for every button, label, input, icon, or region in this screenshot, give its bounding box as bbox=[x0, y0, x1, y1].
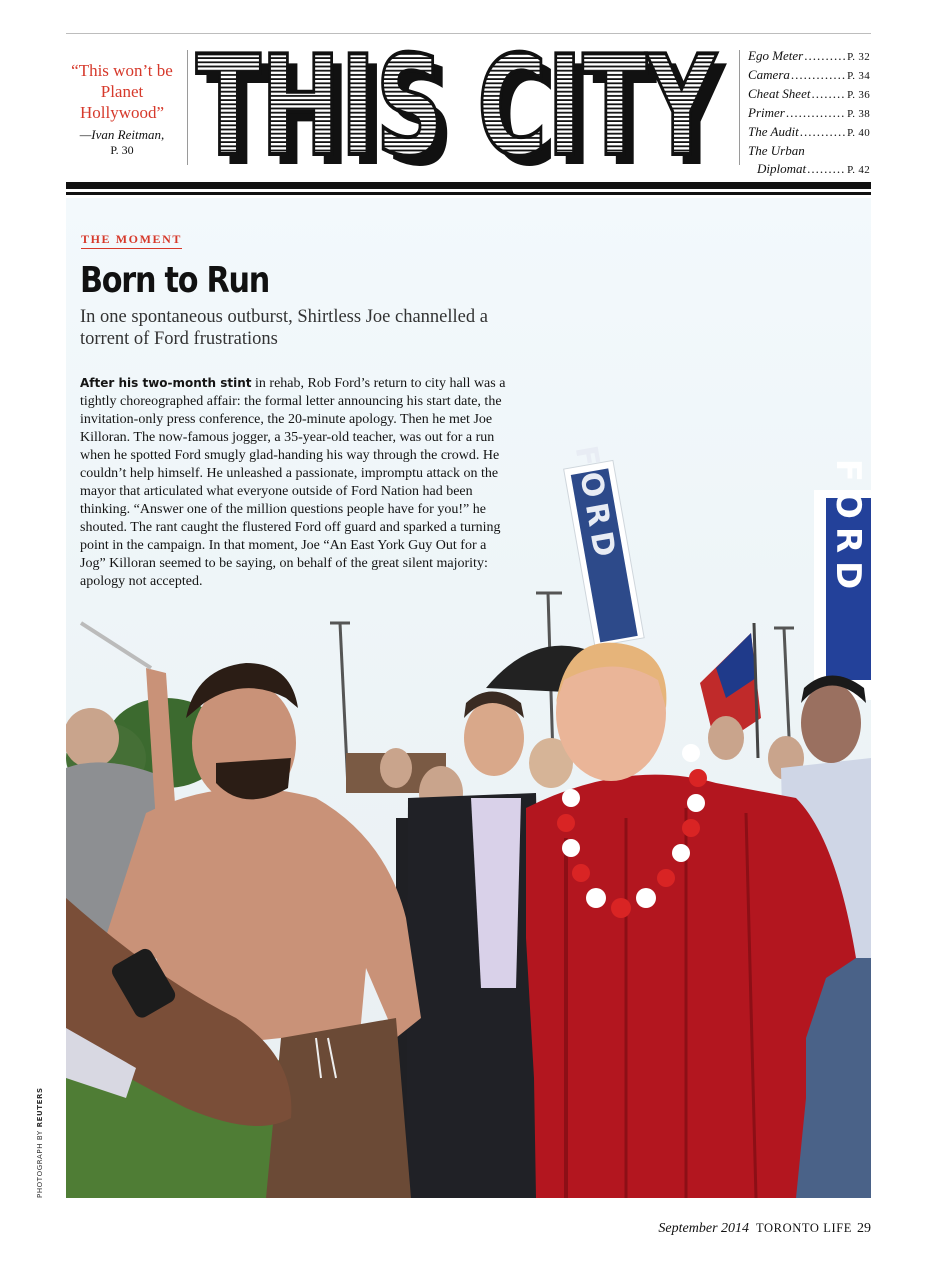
article-body bbox=[80, 374, 514, 591]
toc-item[interactable]: Camera ..... P. 34 bbox=[748, 66, 870, 85]
pull-quote-text: “This won’t be Planet Hollywood” bbox=[71, 61, 173, 122]
header-rule-thick bbox=[66, 182, 871, 189]
toc-item-continued[interactable]: Diplomat ..... P. 42 bbox=[748, 160, 870, 179]
toc-item[interactable]: The Urban bbox=[748, 143, 805, 158]
article-lead-in: After his two-month stint bbox=[80, 376, 252, 390]
ford-sign-left bbox=[560, 442, 644, 647]
folio-page-number: 29 bbox=[857, 1221, 871, 1236]
svg-text:FORD: FORD bbox=[567, 443, 623, 566]
header-divider-left bbox=[187, 50, 188, 165]
header-divider-right bbox=[739, 50, 740, 165]
toc-item[interactable]: Ego Meter ..... P. 32 bbox=[748, 47, 870, 66]
page-folio bbox=[658, 1221, 871, 1237]
aide-head bbox=[464, 700, 524, 776]
toc-item[interactable]: Primer ..... P. 38 bbox=[748, 104, 870, 123]
section-kicker: THE MOMENT bbox=[81, 232, 182, 249]
toc-item[interactable]: Cheat Sheet ..... P. 36 bbox=[748, 85, 870, 104]
pull-quote bbox=[66, 60, 178, 158]
folio-magazine: TORONTO LIFE bbox=[756, 1221, 852, 1235]
photo-credit: PHOTOGRAPH BY REUTERS bbox=[36, 1087, 44, 1198]
pull-quote-page: P. 30 bbox=[110, 143, 134, 157]
article-headline: Born to Run bbox=[80, 260, 270, 301]
header-rule-thin bbox=[66, 192, 871, 195]
article-body-text: in rehab, Rob Ford’s return to city hall was a tightly choreographed affair: the formal letter announcing his start date, the invitation-only press conference, the 20-minute apology. Then he met Joe Killoran. The now-famous jogger, a 35-year-old teacher, was out for a run when he spotted Ford smugly glad-handing his way through the crowd. He couldn’t help himself. He unleashed a passionate, impromptu attack on the mayor that articulated what everyone outside of Ford Nation had been thinking. “Answer one of the million questions people have for you!” he shouted. The rant caught the flustered Ford off guard and sparked a turning point in the campaign. In that moment, Joe “An East York Guy Out for a Jog” Killoran seemed to be saying, on behalf of the great silent majority: apology not accepted. bbox=[80, 376, 506, 589]
article-dek: In one spontaneous outburst, Shirtless Joe channelled a torrent of Ford frustrations bbox=[80, 307, 488, 349]
top-rule bbox=[66, 33, 871, 34]
section-contents bbox=[748, 47, 870, 179]
masthead-title: THIS CITY bbox=[196, 38, 718, 174]
section-masthead bbox=[192, 38, 738, 174]
toc-item[interactable]: The Audit ..... P. 40 bbox=[748, 123, 870, 142]
pull-quote-attribution: —Ivan Reitman, bbox=[79, 127, 165, 142]
masthead-shadow: THIS CITY bbox=[206, 38, 728, 174]
folio-date: September 2014 bbox=[658, 1221, 750, 1236]
ford-sign-right bbox=[814, 459, 871, 700]
svg-text:FORD: FORD bbox=[828, 458, 868, 598]
